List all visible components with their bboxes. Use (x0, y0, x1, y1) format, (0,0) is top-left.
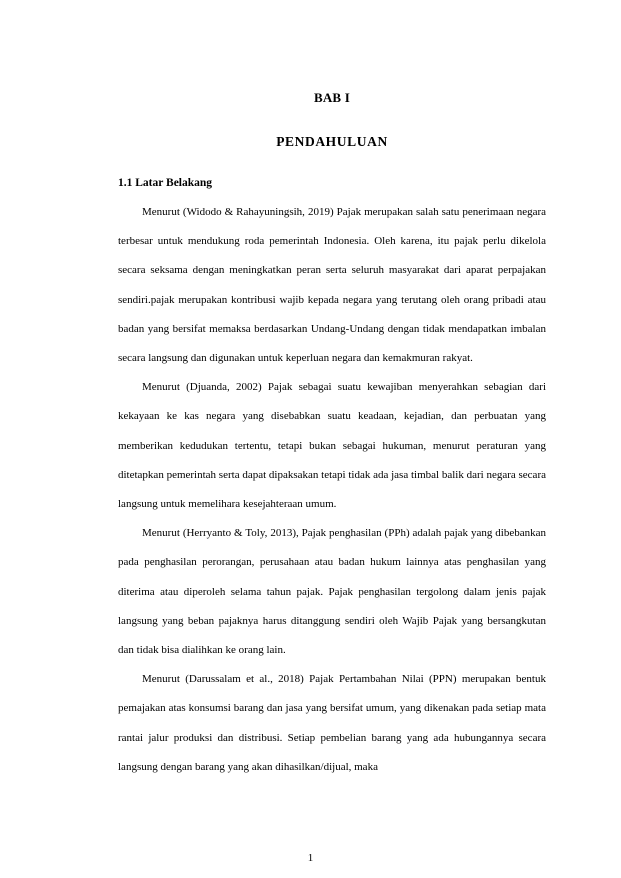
paragraph: Menurut (Widodo & Rahayuningsih, 2019) Pajak merupakan salah satu penerimaan negara terbesar untuk mendukung roda pemerintah Indonesia. Oleh karena, itu pajak perlu dikelola secara seksama dengan meningkatkan peran serta seluruh masyarakat dari aparat perpajakan sendiri.pajak merupakan kontribusi wajib kepada negara yang terutang oleh orang pribadi atau badan yang bersifat memaksa berdasarkan Undang-Undang dengan tidak mendapatkan imbalan secara langsung dan digunakan untuk keperluan negara dan kemakmuran rakyat. (118, 206, 546, 365)
paragraph: Menurut (Darussalam et al., 2018) Pajak Pertambahan Nilai (PPN) merupakan bentuk pemajakan atas konsumsi barang dan jasa yang bersifat umum, yang dikenakan pada setiap mata rantai jalur produksi dan distribusi. Setiap pembelian barang yang ada hubungannya secara langsung dengan barang yang akan dihasilkan/dijual, maka (118, 673, 546, 773)
page-number: 1 (307, 852, 314, 864)
section-heading: 1.1 Latar Belakang (118, 177, 213, 189)
chapter-number: BAB I (313, 90, 351, 105)
paragraph: Menurut (Djuanda, 2002) Pajak sebagai suatu kewajiban menyerahkan sebagian dari kekayaan ke kas negara yang disebabkan suatu keadaan, kejadian, dan perbuatan yang memberikan kedudukan tertentu, tetapi bukan sebagai hukuman, menurut peraturan yang ditetapkan pemerintah serta dapat dipaksakan tetapi tidak ada jasa timbal balik dari negara secara langsung untuk memelihara kesejahteraan umum. (118, 381, 546, 511)
chapter-title: PENDAHULUAN (276, 134, 388, 149)
body-text (118, 198, 546, 782)
paragraph: Menurut (Herryanto & Toly, 2013), Pajak penghasilan (PPh) adalah pajak yang dibebankan pada penghasilan perorangan, perusahaan atau badan hukum lainnya atas penghasilan yang diterima atau diperoleh selama tahun pajak. Pajak penghasilan tergolong dalam jenis pajak langsung yang beban pajaknya harus ditanggung sendiri oleh Wajib Pajak yang bersangkutan dan tidak bisa dialihkan ke orang lain. (118, 527, 546, 657)
